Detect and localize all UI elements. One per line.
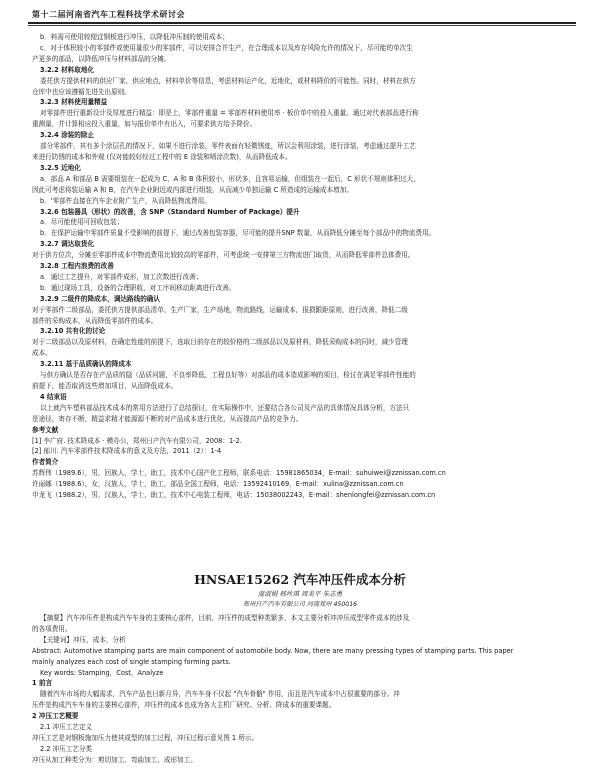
text-line: 部件的采购成本，从而降低零部件的成本。 bbox=[32, 316, 158, 325]
text-line: 随着汽车市场的大幅需求，汽车产品也日新月异，汽车车身不仅起 "汽车骨骼" 作用，而且是汽车成本中占很重要的部分。冲 bbox=[40, 690, 400, 699]
text-line: 3.2.5 近地化 bbox=[40, 163, 81, 172]
header-title: 第十二届河南省汽车工程科技学术研讨会 bbox=[32, 10, 185, 19]
paper-authors: 庞淑娟 韩丝琪 周美平 朱志勇 bbox=[257, 590, 343, 598]
text-line: 2.2 冲压工艺分类 bbox=[40, 744, 93, 753]
text-line: 是途径，寄存不断，精益求精才能源源不断的对产品成本进行优化，从而提高产品的竞争力。 bbox=[32, 414, 303, 423]
text-line: 3.2.10 共有化的讨论 bbox=[40, 327, 106, 336]
text-line: 对于零部件二级部品，委托供方提供部品清单，生产厂家，生产场地，物流路线，运输成本，报损跟距原则，进行改善，降低二级 bbox=[32, 305, 408, 314]
text-line: 2.1 冲压工艺定义 bbox=[40, 723, 93, 732]
text-line: 对于供方位次，分摊至零部件成本中物流费用比较较高的零部件，可考虑统一安排第三方物流进门取货，从而降低零部件总体费用。 bbox=[32, 251, 415, 260]
text-line: 重测量，并计算相应投入重量，如与报价单中有出入，可要求供方给予降价。 bbox=[32, 120, 257, 129]
text-line: 3.2.3 材料使用量精益 bbox=[40, 98, 108, 107]
text-line: b．料需可使用较便宜钢板进行冲压，以降低冲压制的使用成本； bbox=[40, 33, 229, 41]
text-line: 【摘要】汽车冲压件是构成汽车车身的主要核心部件，目前，冲压件的成型种类繁多，本文主要分析冲冲压成型零件成本的涉及 bbox=[40, 614, 410, 622]
text-line: b．通过现场工具，设备的合理职收，对工序间移动距离进行改善。 bbox=[40, 283, 236, 292]
text-line: 成本。 bbox=[32, 349, 52, 358]
text-line: 冲压从加工种类分为：剪切加工、弯曲加工、成形加工。 bbox=[32, 755, 197, 764]
paper-title: HNSAE15262 汽车冲压件成本分析 bbox=[194, 572, 406, 587]
text-line: [1] 李广府. 技术降成本 · 模办公，郑州日产汽车有限公司，2008：1-2. bbox=[32, 436, 242, 445]
text-line: 3.2.2 材料取地化 bbox=[40, 65, 95, 74]
text-line: 许丽娜（1988.6），女，汉族人，学士，助工，部品全国工程师，电话：13592410169，E-mail：xulina@zznissan.com.cn bbox=[32, 480, 404, 489]
text-line: 1 前言 bbox=[32, 679, 53, 688]
text-line: 参考文献 bbox=[32, 425, 59, 434]
text-line: 产更多的部品，以降低冲压与材料部品的分摊。 bbox=[32, 54, 171, 63]
text-line: 对零部件进行重新设计及厚度进行精益：即是上，零部件重量 = 零部件材料使用率 · 板价单中的投入重量。通过对代表部品进行称 bbox=[40, 109, 419, 118]
text-line: a．部品 A 和部品 B 需要组装在一起成为 C，A 和 B 体积较小，形状多，且容易运输，但组装在一起后，C 形状不规则体积过大， bbox=[40, 174, 420, 183]
header-rule bbox=[28, 22, 576, 24]
text-line: 2 冲压工艺概要 bbox=[32, 712, 79, 721]
text-line: 委托供方提供材料的供应厂家，供应地点，材料单价等信息，考虑材料运产化，近地化，或材料降价的可能性。同时，材料在供方 bbox=[40, 76, 416, 85]
text-line: 3.2.7 调达取货化 bbox=[40, 240, 95, 249]
text-line: 的各项费用。 bbox=[32, 624, 72, 633]
text-line: 因此可考虑将装运输 A 和 B，在汽车企业附近或内部进行组装，从而减少单独运输 C 所造成的运输成本增加。 bbox=[32, 185, 353, 194]
text-line: 3.2.6 包装器具（形状）的改善，含 SNP（Standard Number of Package）提升 bbox=[40, 207, 300, 216]
text-line: 作者简介 bbox=[32, 458, 59, 467]
text-line: 苏辉伟（1989.6），男，回族人，学士，助工，技术中心国产化工程师，联系电话：15981865034，E-mail：suhuiwei@zznissan.com.cn bbox=[32, 469, 446, 478]
text-line: b．'零部件直接在汽车企业附广生产，从而降低物流费用。 bbox=[40, 196, 211, 205]
text-line: 3.2.11 基于品质确认的降成本 bbox=[40, 360, 132, 369]
page-header bbox=[28, 6, 576, 26]
text-line: a．通过工艺提升，对零部件成形，加工次数进行改善； bbox=[40, 272, 203, 281]
text-line: a．尽可能使用可回收包装； bbox=[40, 218, 124, 227]
text-line: 来进行防锈的成本和外观 (仅对能较好经过工程中的 E 涂装和喷涂次数)，从而降低成本。 bbox=[32, 152, 292, 161]
paper-affiliation: 郑州日产汽车有限公司 河南郑州 450016 bbox=[242, 601, 358, 608]
text-line: 3.2.8 工程内浪费的改善 bbox=[40, 262, 114, 271]
text-line: 3.2.9 二级件的降成本，调达路线的确认 bbox=[40, 294, 160, 303]
text-line: c．对于体积较小的零部件或使用量很少的零部件，可以安排合并生产，在合理成本以及库存风险允许的情况下，尽可能的单次生 bbox=[40, 43, 413, 52]
text-line: 仓库中也应该遵循先进先出原则。 bbox=[32, 87, 131, 96]
text-line: 压件是构成汽车车身的主要核心部件，冲压件的成本也成为各大主机厂研究、分析、降成本的重要课题。 bbox=[32, 701, 336, 710]
text-line: mainly analyzes each cost of single stamping forming parts. bbox=[32, 657, 231, 666]
text-line: 【关键词】冲压，成本，分析 bbox=[40, 635, 126, 644]
text-line: 部分零部件，其有多个涂层孔的情况下，如果不进行涂装，零件表面有轻微锈迹，所以会利用涂装，进行涂装，考虑通过提升工艺 bbox=[40, 142, 416, 151]
text-line: 申龙飞（1988.2），男，汉族人，学士，助工，技术中心电装工程师，电话：15038002243，E-mail：shenlongfei@zznissan.com.cn bbox=[32, 491, 436, 500]
text-line: 冲压工艺是对钢板施加压力使其成型的加工过程，冲压过程示意见图 1 所示。 bbox=[32, 733, 258, 742]
text-line: 对于二级部品以及原材料，在确定性能的前提下，选取目前存在的较价格的二级部品以及原材料，降低采购成本的同时，减少管理 bbox=[32, 338, 408, 347]
paper-body bbox=[32, 613, 576, 766]
text-line: [2] 郁川. 汽车零部件技术降成本的意义及方法，2011（2）：1-4 bbox=[32, 447, 222, 456]
text-line: 以上就汽车塑料部品技术成本的常用方法进行了总结探讨，在实际操作中，还要结合各公司及产品的具体情况具体分析，方法只 bbox=[40, 403, 410, 412]
previous-paper-body bbox=[32, 32, 576, 501]
text-line: 与供方确认是否存在产品质的隐（品质问题，不良率降低，工程良好等）对部品的成本造成影响的项目，检讨在满足零部件性能的 bbox=[40, 371, 416, 380]
text-line: 4 结束语 bbox=[40, 392, 67, 401]
text-line: Abstract: Automotive stamping parts are main component of automobile body. Now, there are many pressing types of stamping parts. This paper bbox=[32, 646, 514, 655]
text-line: 前提下，能否取消这些增加项目，从而降低成本。 bbox=[32, 382, 178, 390]
text-line: 3.2.4 涂装的除止 bbox=[40, 131, 95, 140]
text-line: Key words: Stamping，Cost，Analyze bbox=[40, 668, 164, 677]
text-line: b．在保护运输中零部件质量不受影响的前提下，通过改善包装容器，尽可能的提升SNP 数量，从而降低分摊至每个部品中的物流费用。 bbox=[40, 229, 436, 238]
header-rule-thin bbox=[28, 25, 576, 26]
